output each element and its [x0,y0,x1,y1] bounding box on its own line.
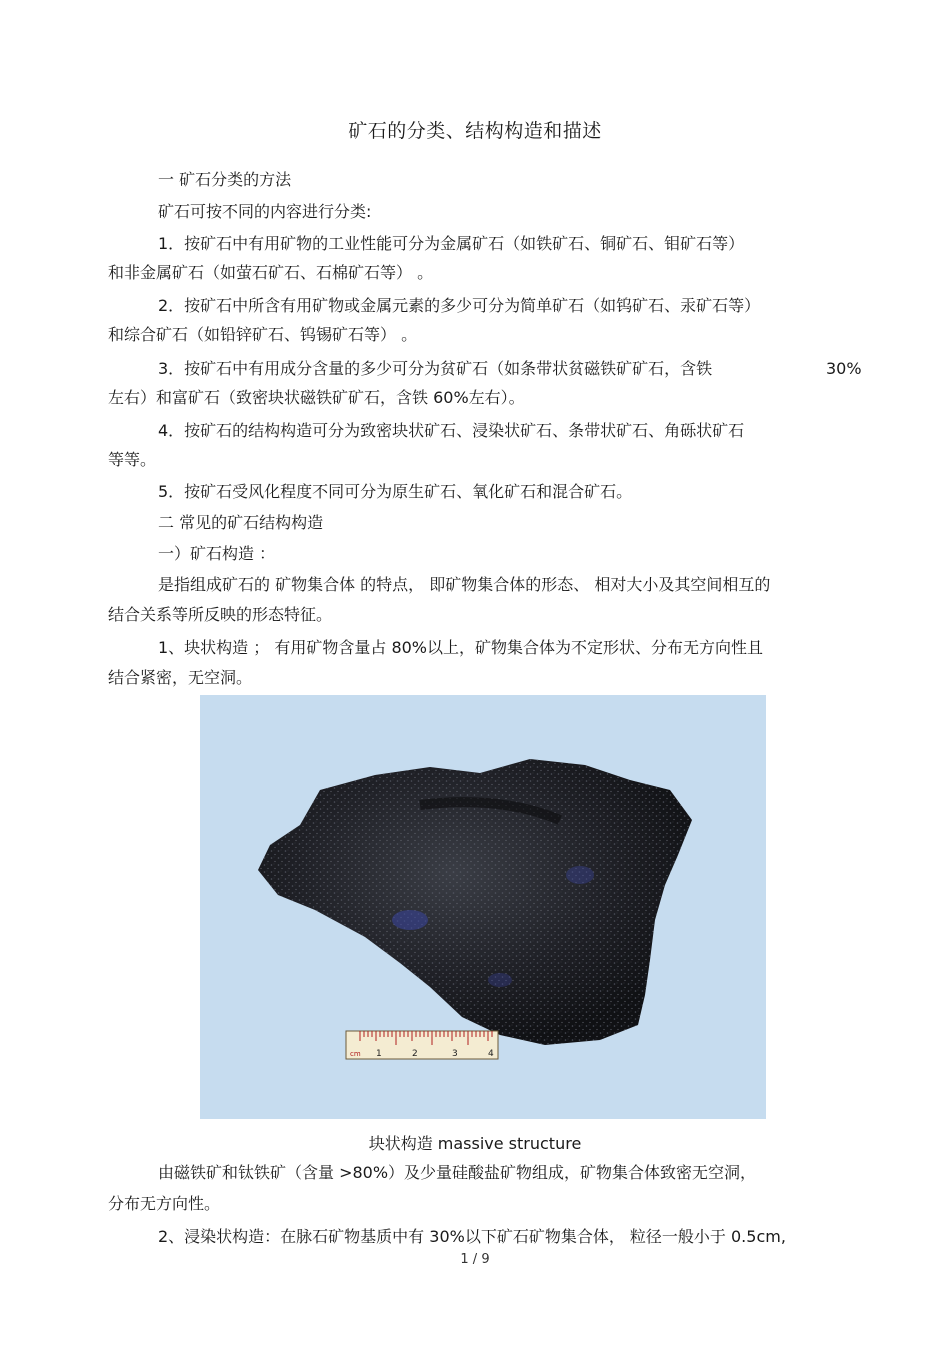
sub-heading-ore-structure: 一）矿石构造 ： [158,544,276,563]
item-2-line-2: 和综合矿石（如铅锌矿石、钨锡矿石等） 。 [108,325,418,344]
intro-text: 矿石可按不同的内容进行分类: [158,202,372,221]
ore-specimen-photo [200,695,766,1119]
item-1-line-1: 1．按矿石中有用矿物的工业性能可分为金属矿石（如铁矿石、铜矿石、钼矿石等） [158,234,745,253]
item-2-line-1: 2．按矿石中所含有用矿物或金属元素的多少可分为简单矿石（如钨矿石、汞矿石等） [158,296,761,315]
ruler-number-3: 3 [452,1049,458,1059]
item-3-line-1-tail: 30% [826,359,862,378]
section-heading-1: 一 矿石分类的方法 [158,170,292,189]
item-3-line-1: 3．按矿石中有用成分含量的多少可分为贫矿石（如条带状贫磁铁矿矿石，含铁 [158,359,713,378]
ruler-number-4: 4 [488,1049,494,1059]
item-1-line-2: 和非金属矿石（如萤石矿石、石棉矿石等） 。 [108,263,434,282]
item-5: 5．按矿石受风化程度不同可分为原生矿石、氧化矿石和混合矿石。 [158,482,633,501]
description-line-1: 由磁铁矿和钛铁矿（含量 >80%）及少量硅酸盐矿物组成，矿物集合体致密无空洞， [158,1163,757,1182]
ruler-number-2: 2 [412,1049,418,1059]
document-title: 矿石的分类、结构构造和描述 [348,120,602,142]
ore-specimen-drawing [200,695,766,1119]
definition-line-1: 是指组成矿石的 矿物集合体 的特点， 即矿物集合体的形态、 相对大小及其空间相互的 [158,575,771,594]
section-heading-2: 二 常见的矿石结构构造 [158,513,324,532]
item-4-line-1: 4．按矿石的结构构造可分为致密块状矿石、浸染状矿石、条带状矿石、角砾状矿石 [158,421,745,440]
definition-line-2: 结合关系等所反映的形态特征。 [108,605,333,624]
item-4-line-2: 等等。 [108,450,157,469]
block-structure-line-1: 1、块状构造 ； 有用矿物含量占 80%以上，矿物集合体为不定形状、分布无方向性且 [158,638,764,657]
block-structure-line-2: 结合紧密，无空洞。 [108,668,253,687]
description-line-2: 分布无方向性。 [108,1194,221,1213]
page-number: 1 / 9 [460,1252,490,1267]
scale-ruler [346,1031,498,1059]
ruler-number-1: 1 [376,1049,382,1059]
figure-caption: 块状构造 massive structure [368,1134,582,1153]
ruler-unit-label: cm [350,1050,361,1058]
item-3-line-2: 左右）和富矿石（致密块状磁铁矿矿石，含铁 60%左右）。 [108,388,525,407]
disseminated-structure-line-1: 2、浸染状构造：在脉石矿物基质中有 30%以下矿石矿物集合体， 粒径一般小于 0.5cm, [158,1227,786,1246]
